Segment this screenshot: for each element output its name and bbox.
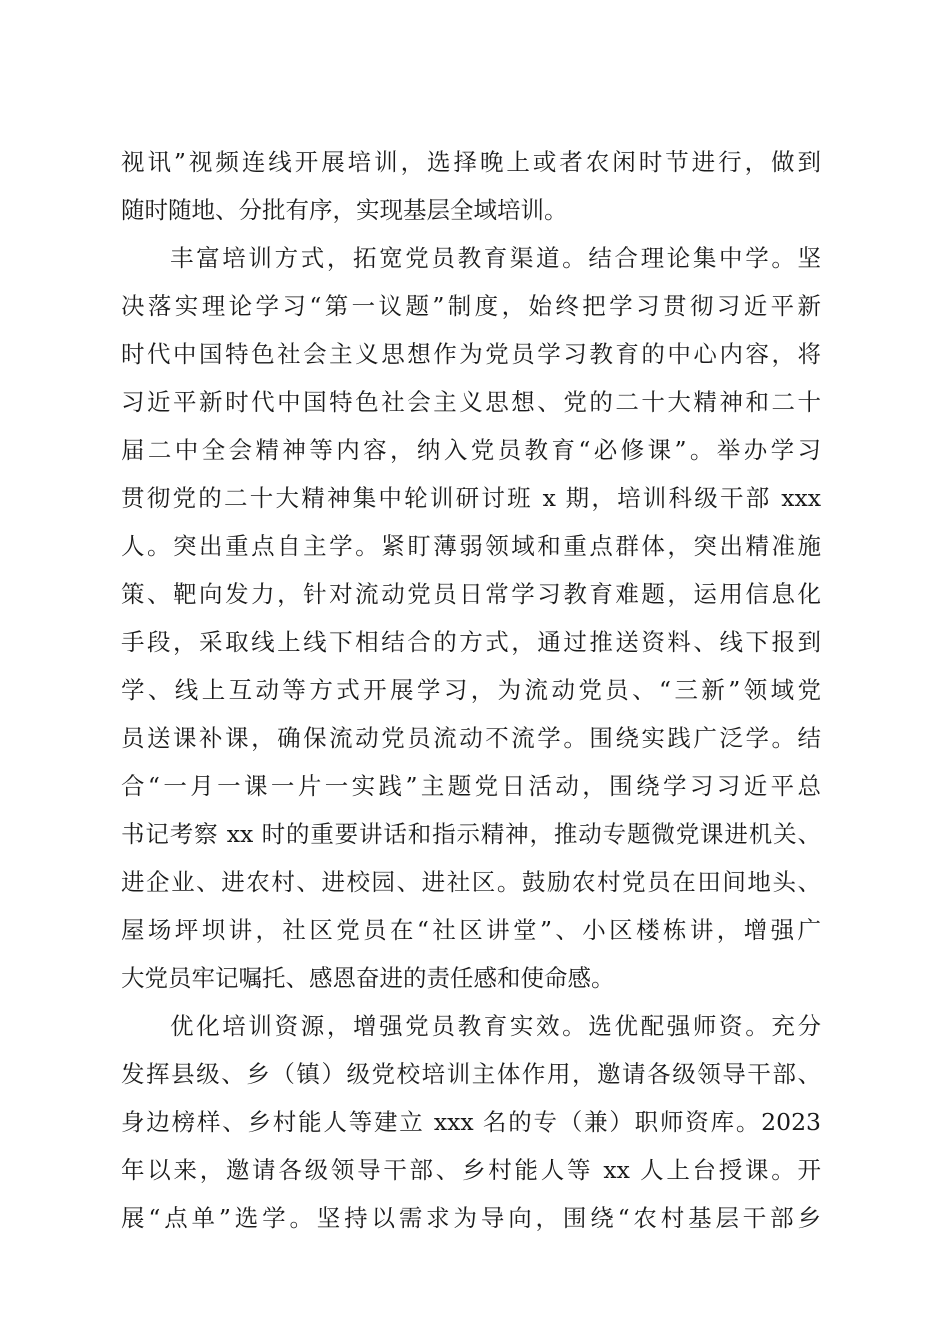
text-line: 手段，采取线上线下相结合的方式，通过推送资料、线下报到 bbox=[121, 628, 821, 656]
text-line: 书记考察 xx 时的重要讲话和指示精神，推动专题微党课进机关、 bbox=[121, 820, 821, 848]
text-line: 身边榜样、乡村能人等建立 xxx 名的专（兼）职师资库。2023 bbox=[121, 1108, 821, 1136]
text-line: 展“点单”选学。坚持以需求为导向，围绕“农村基层干部乡 bbox=[121, 1204, 821, 1232]
text-line: 贯彻党的二十大精神集中轮训研讨班 x 期，培训科级干部 xxx bbox=[121, 484, 821, 512]
text-line: 发挥县级、乡（镇）级党校培训主体作用，邀请各级领导干部、 bbox=[121, 1060, 821, 1088]
text-line: 策、靶向发力，针对流动党员日常学习教育难题，运用信息化 bbox=[121, 580, 821, 608]
text-line: 视讯”视频连线开展培训，选择晚上或者农闲时节进行，做到 bbox=[121, 148, 821, 176]
paragraph-start-line: 优化培训资源，增强党员教育实效。选优配强师资。充分 bbox=[170, 1012, 821, 1040]
text-line: 年以来，邀请各级领导干部、乡村能人等 xx 人上台授课。开 bbox=[121, 1156, 821, 1184]
text-line: 时代中国特色社会主义思想作为党员学习教育的中心内容，将 bbox=[121, 340, 821, 368]
text-line: 随时随地、分批有序，实现基层全域培训。 bbox=[121, 196, 568, 224]
text-line: 进企业、进农村、进校园、进社区。鼓励农村党员在田间地头、 bbox=[121, 868, 821, 896]
text-line: 员送课补课，确保流动党员流动不流学。围绕实践广泛学。结 bbox=[121, 724, 821, 752]
text-line: 学、线上互动等方式开展学习，为流动党员、“三新”领域党 bbox=[121, 676, 821, 704]
text-line: 大党员牢记嘱托、感恩奋进的责任感和使命感。 bbox=[121, 964, 615, 992]
paragraph-start-line: 丰富培训方式，拓宽党员教育渠道。结合理论集中学。坚 bbox=[170, 244, 821, 272]
text-line: 屋场坪坝讲，社区党员在“社区讲堂”、小区楼栋讲，增强广 bbox=[121, 916, 821, 944]
text-line: 人。突出重点自主学。紧盯薄弱领域和重点群体，突出精准施 bbox=[121, 532, 821, 560]
text-line: 合“一月一课一片一实践”主题党日活动，围绕学习习近平总 bbox=[121, 772, 821, 800]
text-line: 习近平新时代中国特色社会主义思想、党的二十大精神和二十 bbox=[121, 388, 821, 416]
text-line: 决落实理论学习“第一议题”制度，始终把学习贯彻习近平新 bbox=[121, 292, 821, 320]
text-line: 届二中全会精神等内容，纳入党员教育“必修课”。举办学习 bbox=[121, 436, 821, 464]
